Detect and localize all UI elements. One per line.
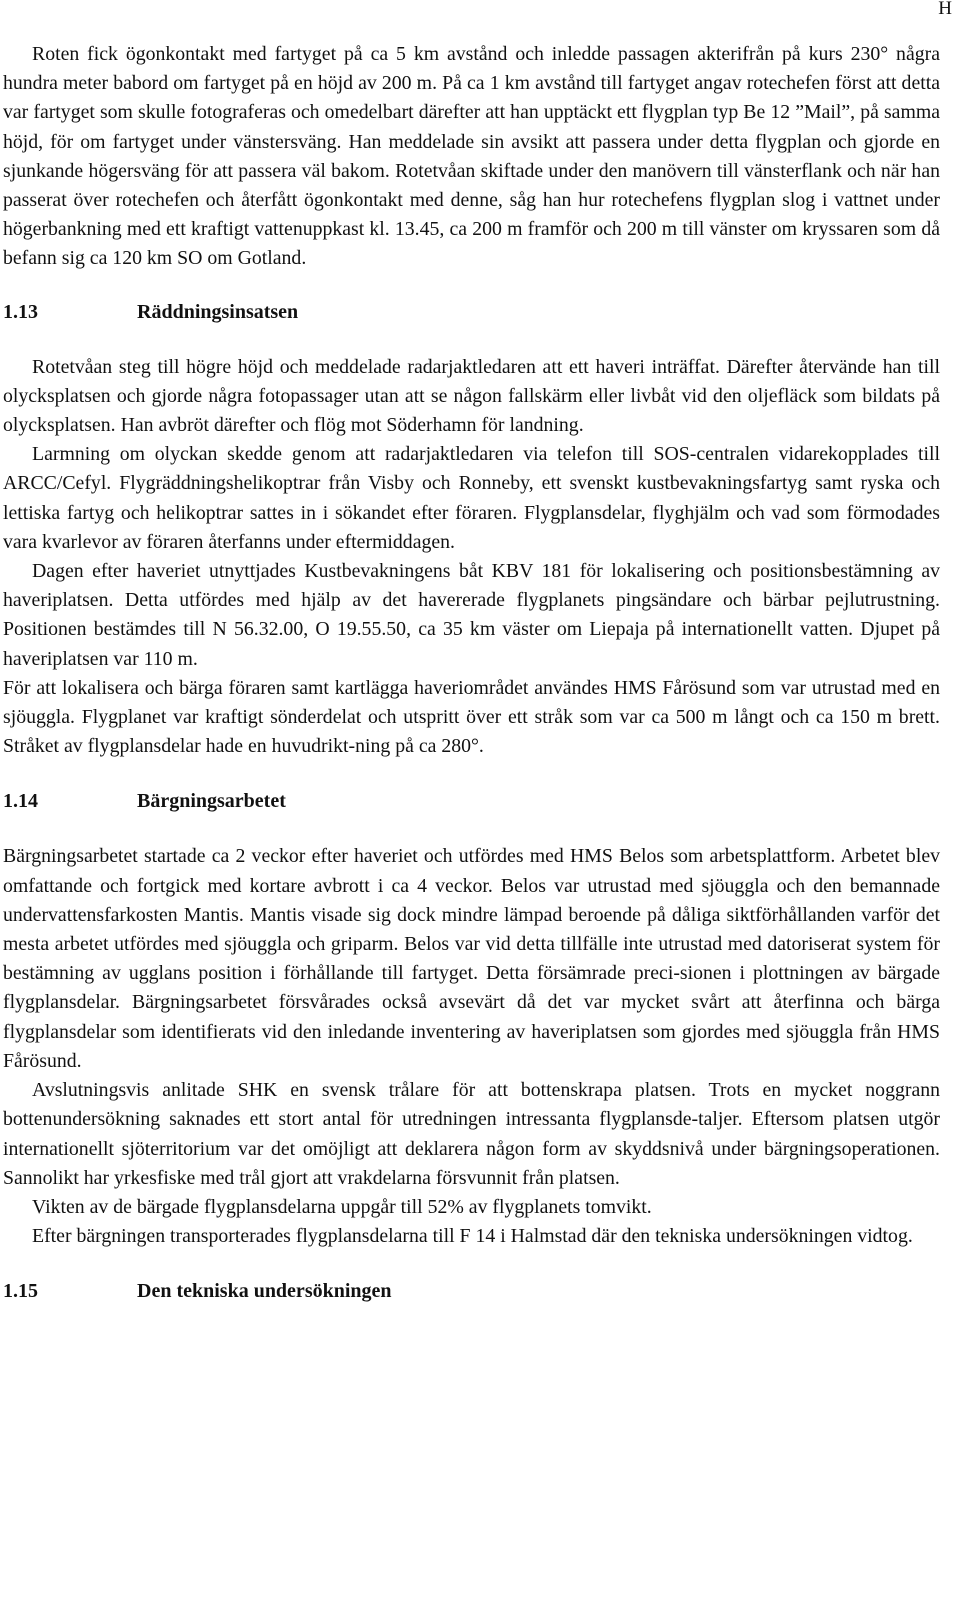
- page-letter: H: [938, 0, 952, 19]
- section-heading: [3, 298, 940, 327]
- section-heading: [3, 787, 940, 816]
- paragraph: För att lokalisera och bärga föraren samt kartlägga haveriområdet användes HMS Fårösund som var utrustad med en sjöuggla. Flygplanet var kraftigt sönderdelat och utspritt över ett stråk som var ca 500 m långt och ca 150 m brett. Stråket av flygplansdelar hade en huvudrikt-ning på ca 280°.: [3, 676, 940, 758]
- section-number: 1.15: [3, 1280, 38, 1303]
- paragraph: Rotetvåan steg till högre höjd och meddelade radarjaktledaren att ett haveri inträffat. Därefter återvände han till olycksplatsen och gjorde några fotopassager utan att se någon fallskärm eller livbåt vid den oljefläck som bildats på olycksplatsen. Han avbröt därefter och flög mot Söderhamn för landning.: [3, 355, 940, 437]
- paragraph: Roten fick ögonkontakt med fartyget på ca 5 km avstånd och inledde passagen akterifrån på kurs 230° några hundra meter babord om fartyget på en höjd av 200 m. På ca 1 km avstånd till fartyget angav rotechefen först att detta var fartyget som skulle fotograferas och omedelbart därefter att han upptäckt ett flygplan typ Be 12 ”Mail”, på samma höjd, för om fartyget under vänstersväng. Han meddelade sin avsikt att passera under detta flygplan och gjorde en sjunkande högersväng för att passera väl bakom. Rotetvåan skiftade under den manövern till vänsterflank och när han passerat över rotechefen och återfått ögonkontakt med denne, såg han hur rotechefens flygplan slog i vattnet under högerbankning med ett kraftigt vattenuppkast kl. 13.45, ca 200 m framför och 200 m till vänster om kryssaren som då befann sig ca 120 km SO om Gotland.: [3, 43, 940, 270]
- paragraph: Vikten av de bärgade flygplansdelarna uppgår till 52% av flygplanets tomvikt.: [32, 1195, 652, 1218]
- paragraph: Bärgningsarbetet startade ca 2 veckor efter haveriet och utfördes med HMS Belos som arbetsplattform. Arbetet blev omfattande och fortgick med kortare avbrott i ca 4 veckor. Belos var utrustad med sjöuggla och den bemannade undervattensfarkosten Mantis. Mantis visade sig dock mindre lämpad beroende på dåliga siktförhållanden varför det mesta arbetet utfördes med sjöuggla och griparm. Belos var vid detta tillfälle inte utrustad med datoriserat system för bestämning av ugglans position i förhållande till fartyget. Detta försämrade preci-sionen i plottningen av bärgade flygplansdelar. Bärgningsarbetet försvårades också avsevärt då det var mycket svårt att återfinna och bärga flygplansdelar som identifierats vid den inledande inventering av haveriplatsen som gjordes med sjöuggla från HMS Fårösund.: [3, 845, 940, 1072]
- section-heading: [3, 1277, 940, 1306]
- section-number: 1.14: [3, 790, 38, 813]
- section-title: Räddningsinsatsen: [137, 300, 299, 323]
- document-body: [3, 40, 940, 1306]
- section-number: 1.13: [3, 300, 38, 323]
- paragraph: Avslutningsvis anlitade SHK en svensk trålare för att bottenskrapa platsen. Trots en mycket noggrann bottenundersökning saknades ett stort antal för utredningen intressanta flygplansde-taljer. Eftersom platsen utgör internationellt sjöterritorium var det omöjligt att deklarera någon form av skyddsnivå under bärgningsoperationen. Sannolikt har yrkesfiske med trål gjort att vrakdelarna försvunnit från platsen.: [3, 1079, 940, 1189]
- paragraph: Dagen efter haveriet utnyttjades Kustbevakningens båt KBV 181 för lokalisering och positionsbestämning av haveriplatsen. Detta utfördes med hjälp av det havererade flygplanets pingsändare och bärbar pejlutrustning. Positionen bestämdes till N 56.32.00, O 19.55.50, ca 35 km väster om Liepaja på internationellt vatten. Djupet på haveriplatsen var 110 m.: [3, 560, 940, 670]
- section-title: Bärgningsarbetet: [137, 790, 286, 813]
- section-title: Den tekniska undersökningen: [137, 1280, 392, 1303]
- paragraph: Efter bärgningen transporterades flygplansdelarna till F 14 i Halmstad där den tekniska undersökningen vidtog.: [32, 1225, 913, 1248]
- paragraph: Larmning om olyckan skedde genom att radarjaktledaren via telefon till SOS-centralen vidarekopplades till ARCC/Cefyl. Flygräddningshelikoptrar från Visby och Ronneby, ett svenskt kustbevakningsfartyg samt ryska och lettiska fartyg och helikoptrar sattes in i sökandet efter föraren. Flygplansdelar, flyghjälm och vad som förmodades vara kvarlevor av föraren återfanns under eftermiddagen.: [3, 443, 940, 553]
